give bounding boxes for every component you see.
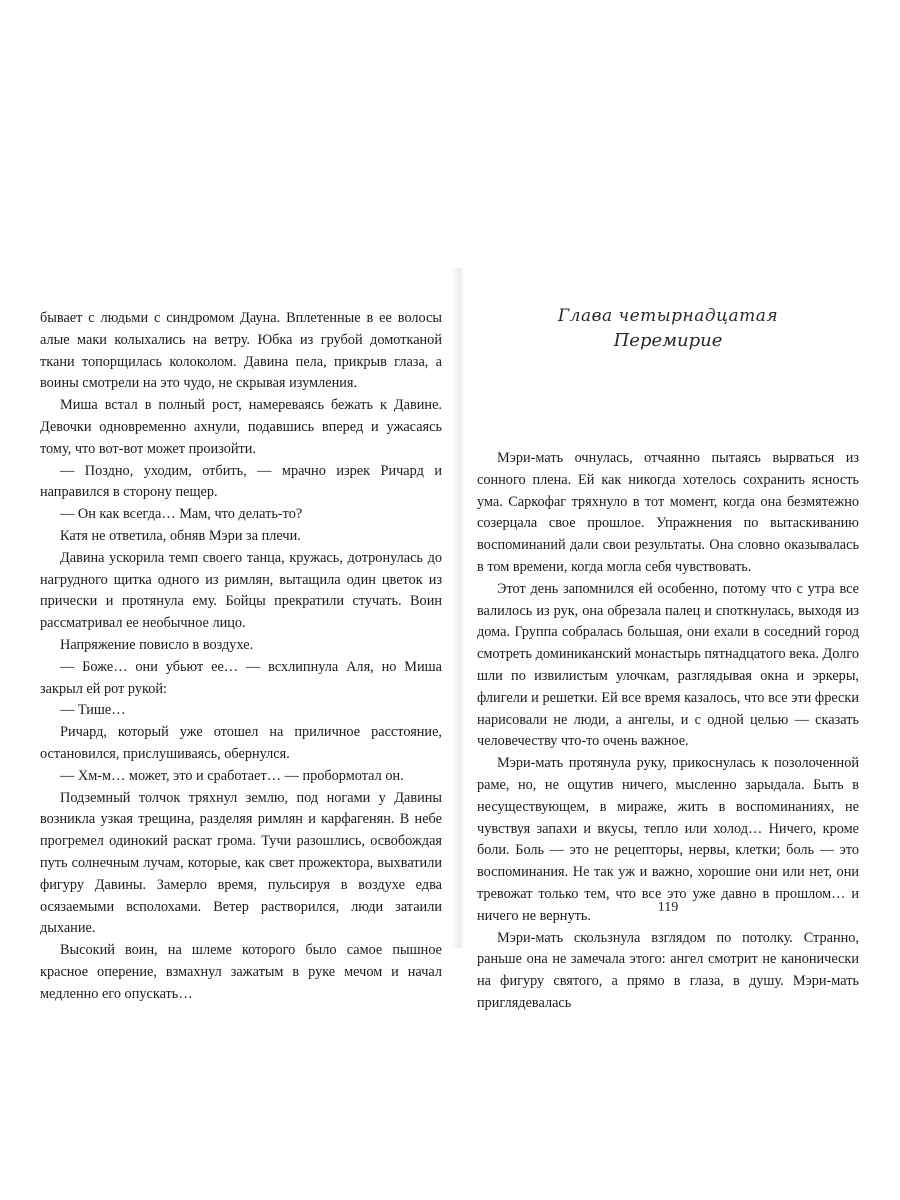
left-paragraph-13: Высокий воин, на шлеме которого было самое пышное красное оперение, взмахнул зажатым в руке мечом и начал медленно его опускать…: [40, 942, 442, 1002]
left-paragraph-7: Напряжение повисло в воздухе.: [60, 636, 254, 653]
book-gutter: [452, 268, 466, 948]
chapter-number: Глава четырнадцатая: [557, 306, 779, 326]
left-paragraph-1: бывает с людьми с синдромом Дауна. Вплетенные в ее волосы алые маки колыхались на ветру. Юбка из грубой домотканой ткани топорщилась колоколом. Давина пела, прикрыв глаза, а воины смотрели на это чудо, не скрывая изумления.: [40, 310, 442, 392]
right-paragraph-1: Мэри-мать очнулась, отчаянно пытаясь вырваться из сонного плена. Ей как никогда хотелось сохранить ясность ума. Саркофаг тряхнуло в тот момент, когда она безмятежно созерцала свое прошлое. Упражнения по вытаскиванию воспоминаний дали свои результаты. Она словно оказывалась в том времени, когда могла себя чувствовать.: [477, 450, 859, 575]
left-paragraph-6: Давина ускорила темп своего танца, кружась, дотронулась до нагрудного щитка одного из римлян, вытащила один цветок из прически и протянула ему. Бойцы прекратили стучать. Воин рассматривал ее необычное лицо.: [40, 549, 442, 632]
left-paragraph-2: Миша встал в полный рост, намереваясь бежать к Давине. Девочки одновременно ахнули, подавшись вперед и ужасаясь тому, что вот-вот может произойти.: [40, 397, 442, 457]
left-paragraph-4: — Он как всегда… Мам, что делать-то?: [60, 506, 303, 523]
left-paragraph-10: Ричард, который уже отошел на приличное расстояние, остановился, прислушиваясь, обернулся.: [40, 724, 442, 762]
left-paragraph-9: — Тише…: [60, 702, 126, 719]
left-paragraph-5: Катя не ответила, обняв Мэри за плечи.: [60, 527, 301, 544]
right-paragraph-3: Мэри-мать протянула руку, прикоснулась к позолоченной раме, но, не ощутив ничего, мысленно зарыдала. Быть в несуществующем, в мираже, жить в воспоминаниях, не чувствуя запахи и вкусы, тепло или холод… Ничего, кроме боли. Боль — это не рецепторы, нервы, клетки; боль — это воспоминания. Не так уж и важно, хорошие они или нет, они тревожат только тем, что все это уже давно в прошлом… и ничего не вернуть.: [477, 755, 859, 924]
left-paragraph-12: Подземный толчок тряхнул землю, под ногами у Давины возникла узкая трещина, разделяя римлян и карфагенян. В небе прогремел одинокий раскат грома. Тучи разошлись, освобождая путь солнечным лучам, которые, как свет прожектора, выхватили фигуру Давины. Замерло время, пульсируя в воздухе едва осязаемыми всполохами. Ветер растворился, люди затаили дыхание.: [40, 789, 442, 937]
chapter-title: Перемирие: [613, 330, 723, 351]
left-paragraph-3: — Поздно, уходим, отбить, — мрачно изрек Ричард и направился в сторону пещер.: [40, 462, 442, 501]
right-paragraph-2: Этот день запомнился ей особенно, потому что с утра все валилось из рук, она обрезала палец и споткнулась, выходя из дома. Группа собралась большая, они ехали в соседний город смотреть доминиканский монастырь пятнадцатого века. Долго шли по извилистым улочкам, разглядывая окна и эркеры, флигели и решетки. Ей все время казалось, что все эти фрески нарисовали не люди, а ангелы, и с одной целью — сказать человечеству что-то очень важное.: [477, 580, 859, 750]
chapter-heading: [477, 306, 859, 448]
left-paragraph-8: — Боже… они убьют ее… — всхлипнула Аля, но Миша закрыл ей рот рукой:: [40, 658, 442, 697]
left-page: [40, 308, 442, 1006]
left-paragraph-11: — Хм-м… может, это и сработает… — пробормотал он.: [60, 767, 404, 784]
right-paragraph-4: Мэри-мать скользнула взглядом по потолку. Странно, раньше она не замечала этого: ангел смотрит не канонически на фигуру святого, а прямо в глаза, в душу. Мэри-мать приглядевалась: [477, 929, 859, 1011]
page-number: 119: [657, 900, 679, 915]
